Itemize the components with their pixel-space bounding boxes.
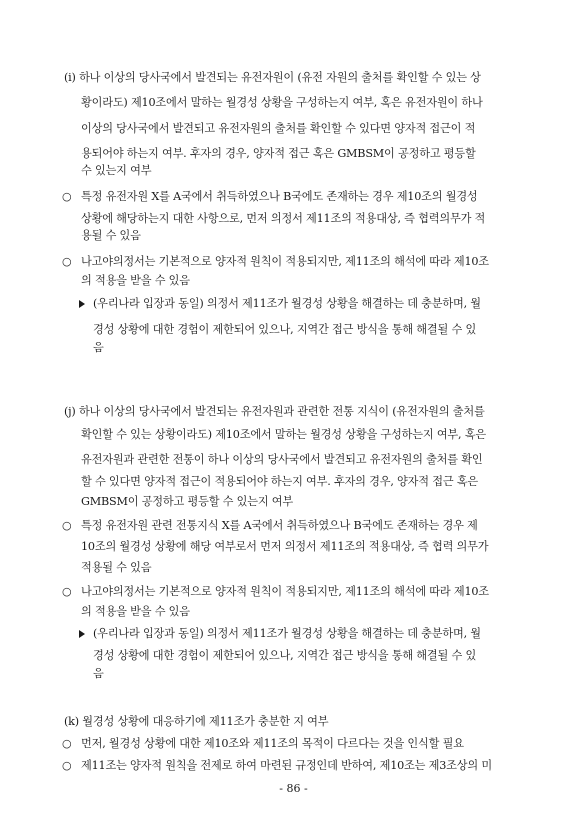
circle-bullet: ○	[62, 255, 72, 268]
heading-line: 수 있는지 여부	[81, 164, 152, 177]
bullet-line: 특정 유전자원 X를 A국에서 취득하였으나 B국에도 존재하는 경우 제10조의 월경성	[81, 190, 478, 203]
circle-bullet: ○	[62, 190, 72, 203]
heading-line: 할 수 있다면 양자적 접근이 적용되어야 하는지 여부. 후자의 경우, 양자적 접근 혹은	[81, 475, 479, 488]
heading-line: GMBSM이 공정하고 평등할 수 있는지 여부	[81, 495, 294, 508]
sub-line: (우리나라 입장과 동일) 의정서 제11조가 월경성 상황을 해결하는 데 충분하며, 월	[93, 627, 481, 640]
triangle-right-icon	[79, 630, 85, 638]
bullet-line: 먼저, 월경성 상황에 대한 제10조와 제11조의 목적이 다르다는 것을 인식할 필요	[81, 737, 464, 750]
heading-line: 이상의 당사국에서 발견되고 유전자원의 출처를 확인할 수 있다면 양자적 접근이 적	[81, 122, 476, 135]
sub-line: 음	[93, 667, 104, 680]
bullet-line: 상황에 해당하는지 대한 사항으로, 먼저 의정서 제11조의 적용대상, 즉 협력의무가 적	[81, 212, 486, 225]
bullet-line: 의 적용을 받을 수 있음	[81, 605, 190, 618]
page-number: - 86 -	[279, 782, 308, 795]
heading-line: 유전자원과 관련한 전통이 하나 이상의 당사국에서 발견되고 유전자원의 출처를 확인	[81, 453, 483, 466]
heading-line: (k) 월경성 상황에 대응하기에 제11조가 충분한 지 여부	[64, 715, 329, 728]
sub-line: 경성 상황에 대한 경험이 제한되어 있으나, 지역간 접근 방식을 통해 해결될 수 있	[93, 323, 477, 336]
bullet-line: 용될 수 있음	[81, 229, 141, 242]
bullet-line: 10조의 월경성 상황에 해당 여부로서 먼저 의정서 제11조의 적용대상, 즉 협력 의무가	[81, 540, 489, 553]
bullet-line: 의 적용을 받을 수 있음	[81, 274, 190, 287]
sub-line: 음	[93, 341, 104, 354]
heading-line: 확인할 수 있는 상황이라도) 제10조에서 말하는 월경성 상황을 구성하는지 여부, 혹은	[81, 428, 486, 441]
heading-line: (i) 하나 이상의 당사국에서 발견되는 유전자원이 (유전 자원의 출처를 확인할 수 있는 상	[64, 71, 481, 84]
bullet-line: 제11조는 양자적 원칙을 전제로 하여 마련된 규정인데 반하여, 제10조는 제3조상의 미	[81, 759, 492, 772]
bullet-line: 나고야의정서는 기본적으로 양자적 원칙이 적용되지만, 제11조의 해석에 따라 제10조	[81, 585, 489, 598]
bullet-line: 나고야의정서는 기본적으로 양자적 원칙이 적용되지만, 제11조의 해석에 따라 제10조	[81, 255, 489, 268]
heading-line: 황이라도) 제10조에서 말하는 월경성 상황을 구성하는지 여부, 혹은 유전자원이 하나	[81, 96, 483, 109]
circle-bullet: ○	[62, 585, 72, 598]
triangle-right-icon	[79, 300, 85, 308]
circle-bullet: ○	[62, 759, 72, 772]
sub-line: 경성 상황에 대한 경험이 제한되어 있으나, 지역간 접근 방식을 통해 해결될 수 있	[93, 649, 477, 662]
bullet-line: 적용될 수 있음	[81, 561, 152, 574]
heading-line: (j) 하나 이상의 당사국에서 발견되는 유전자원과 관련한 전통 지식이 (유전자원의 출처를	[64, 405, 485, 418]
bullet-line: 특정 유전자원 관련 전통지식 X를 A국에서 취득하였으나 B국에도 존재하는 경우 제	[81, 519, 478, 532]
heading-line: 용되어야 하는지 여부. 후자의 경우, 양자적 접근 혹은 GMBSM이 공정하고 평등할	[81, 147, 476, 160]
circle-bullet: ○	[62, 737, 72, 750]
circle-bullet: ○	[62, 519, 72, 532]
sub-line: (우리나라 입장과 동일) 의정서 제11조가 월경성 상황을 해결하는 데 충분하며, 월	[93, 297, 481, 310]
